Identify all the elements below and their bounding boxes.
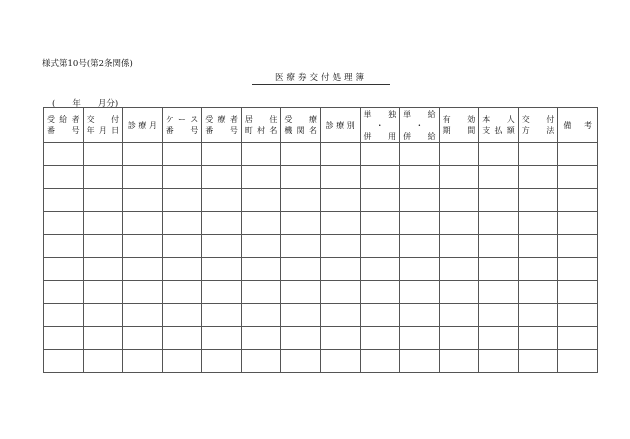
table-cell xyxy=(44,258,84,281)
table-cell xyxy=(400,350,440,373)
table-cell xyxy=(241,143,281,166)
table-row xyxy=(44,143,598,166)
table-row xyxy=(44,350,598,373)
table-cell xyxy=(44,304,84,327)
table-cell xyxy=(479,212,519,235)
table-cell xyxy=(162,281,202,304)
table-cell xyxy=(439,304,479,327)
table-cell xyxy=(281,281,321,304)
table-cell xyxy=(241,350,281,373)
table-cell xyxy=(241,235,281,258)
column-header-11 xyxy=(479,108,519,143)
table-cell xyxy=(320,189,360,212)
column-header-2 xyxy=(123,108,163,143)
table-cell xyxy=(518,235,558,258)
table-cell xyxy=(400,143,440,166)
table-cell xyxy=(202,350,242,373)
column-header-line: 受 療 xyxy=(284,115,317,124)
column-header-1 xyxy=(83,108,123,143)
table-cell xyxy=(281,258,321,281)
table-cell xyxy=(202,258,242,281)
column-header-line: 番 号 xyxy=(47,126,80,135)
column-header-line: 併 用 xyxy=(363,131,397,141)
table-cell xyxy=(44,235,84,258)
table-cell xyxy=(83,189,123,212)
table-cell xyxy=(241,189,281,212)
column-header-line: 備 考 xyxy=(563,120,592,130)
table-cell xyxy=(281,166,321,189)
table-cell xyxy=(518,166,558,189)
table-cell xyxy=(360,143,400,166)
table-cell xyxy=(281,327,321,350)
table-cell xyxy=(241,212,281,235)
table-cell xyxy=(320,281,360,304)
table-cell xyxy=(439,166,479,189)
table-cell xyxy=(400,258,440,281)
table-cell xyxy=(360,258,400,281)
column-header-line: 番 号 xyxy=(205,126,238,135)
table-cell xyxy=(320,143,360,166)
column-header-7 xyxy=(320,108,360,143)
table-row xyxy=(44,166,598,189)
column-header-line: 単 独 xyxy=(363,109,397,119)
table-cell xyxy=(439,189,479,212)
table-cell xyxy=(479,189,519,212)
table-cell xyxy=(558,189,598,212)
table-cell xyxy=(558,350,598,373)
column-header-line: 診 療 別 xyxy=(325,120,355,130)
column-header-line: 併 給 xyxy=(403,131,436,141)
column-header-9 xyxy=(400,108,440,143)
table-cell xyxy=(83,166,123,189)
table-cell xyxy=(439,235,479,258)
table-cell xyxy=(281,235,321,258)
ledger-table xyxy=(43,107,598,373)
table-cell xyxy=(202,327,242,350)
column-header-line: ・ xyxy=(375,120,384,130)
table-cell xyxy=(320,327,360,350)
column-header-6 xyxy=(281,108,321,143)
table-cell xyxy=(400,327,440,350)
table-row xyxy=(44,258,598,281)
table-cell xyxy=(558,143,598,166)
table-cell xyxy=(83,350,123,373)
table-cell xyxy=(83,304,123,327)
table-row xyxy=(44,235,598,258)
column-header-3 xyxy=(162,108,202,143)
table-cell xyxy=(518,350,558,373)
column-header-line: 町 村 名 xyxy=(244,126,278,135)
table-cell xyxy=(241,258,281,281)
table-cell xyxy=(400,304,440,327)
table-cell xyxy=(360,304,400,327)
table-cell xyxy=(202,189,242,212)
table-cell xyxy=(518,212,558,235)
table-cell xyxy=(162,258,202,281)
column-header-line: 機 関 名 xyxy=(284,126,317,135)
column-header-line: ケ ー ス xyxy=(165,115,199,124)
table-cell xyxy=(558,235,598,258)
table-cell xyxy=(558,258,598,281)
table-cell xyxy=(400,166,440,189)
table-cell xyxy=(558,304,598,327)
table-cell xyxy=(518,143,558,166)
table-cell xyxy=(281,304,321,327)
table-cell xyxy=(479,327,519,350)
table-cell xyxy=(400,235,440,258)
table-cell xyxy=(439,327,479,350)
table-cell xyxy=(123,304,163,327)
table-cell xyxy=(439,258,479,281)
table-cell xyxy=(400,281,440,304)
table-row xyxy=(44,212,598,235)
column-header-0 xyxy=(44,108,84,143)
column-header-line: 交 付 xyxy=(521,115,555,124)
column-header-line: 交 付 xyxy=(86,115,120,124)
table-cell xyxy=(320,235,360,258)
table-cell xyxy=(241,166,281,189)
table-cell xyxy=(162,143,202,166)
table-cell xyxy=(281,350,321,373)
table-cell xyxy=(518,304,558,327)
table-cell xyxy=(44,166,84,189)
form-number: 様式第10号(第2条関係) xyxy=(42,59,133,69)
table-cell xyxy=(320,212,360,235)
table-cell xyxy=(281,189,321,212)
table-cell xyxy=(479,143,519,166)
table-cell xyxy=(162,304,202,327)
table-body xyxy=(44,143,598,373)
table-cell xyxy=(202,143,242,166)
column-header-12 xyxy=(518,108,558,143)
table-row xyxy=(44,189,598,212)
table-cell xyxy=(281,143,321,166)
column-header-line: 年 月 日 xyxy=(86,126,120,135)
table-cell xyxy=(162,212,202,235)
table-cell xyxy=(202,212,242,235)
table-cell xyxy=(439,281,479,304)
table-cell xyxy=(162,189,202,212)
column-header-4 xyxy=(202,108,242,143)
table-cell xyxy=(281,212,321,235)
table-cell xyxy=(123,281,163,304)
column-header-line: 支 払 額 xyxy=(482,126,515,135)
table-cell xyxy=(44,212,84,235)
table-cell xyxy=(162,350,202,373)
table-cell xyxy=(558,327,598,350)
table-cell xyxy=(320,350,360,373)
table-cell xyxy=(479,304,519,327)
table-cell xyxy=(479,258,519,281)
column-header-line: ・ xyxy=(415,120,424,130)
column-header-line: 受 給 者 xyxy=(47,115,80,124)
table-cell xyxy=(44,327,84,350)
table-cell xyxy=(558,166,598,189)
table-cell xyxy=(44,143,84,166)
table-cell xyxy=(83,281,123,304)
table-cell xyxy=(83,143,123,166)
table-cell xyxy=(123,235,163,258)
table-cell xyxy=(360,189,400,212)
column-header-line: 本 人 xyxy=(482,115,515,124)
table-cell xyxy=(123,327,163,350)
table-cell xyxy=(360,350,400,373)
table-cell xyxy=(320,166,360,189)
table-cell xyxy=(518,281,558,304)
column-header-line: 方 法 xyxy=(521,126,555,135)
table-cell xyxy=(123,143,163,166)
table-cell xyxy=(44,350,84,373)
table-cell xyxy=(400,189,440,212)
table-cell xyxy=(558,212,598,235)
column-header-line: 有 効 xyxy=(442,115,476,124)
table-cell xyxy=(202,235,242,258)
table-cell xyxy=(83,327,123,350)
table-cell xyxy=(44,189,84,212)
period-label: ( 年 月分) xyxy=(52,99,119,109)
table-cell xyxy=(479,235,519,258)
column-header-line: 居 住 xyxy=(244,115,278,124)
table-cell xyxy=(83,258,123,281)
table-cell xyxy=(123,258,163,281)
column-header-line: 番 号 xyxy=(165,126,199,135)
table-cell xyxy=(400,212,440,235)
table-cell xyxy=(439,350,479,373)
table-cell xyxy=(439,212,479,235)
table-cell xyxy=(123,166,163,189)
table-cell xyxy=(202,304,242,327)
table-cell xyxy=(162,166,202,189)
table-cell xyxy=(320,304,360,327)
table-cell xyxy=(518,189,558,212)
table-cell xyxy=(202,281,242,304)
column-header-line: 単 給 xyxy=(403,109,436,119)
table-cell xyxy=(360,235,400,258)
table-cell xyxy=(202,166,242,189)
table-cell xyxy=(360,281,400,304)
table-cell xyxy=(162,327,202,350)
table-cell xyxy=(518,258,558,281)
table-cell xyxy=(479,350,519,373)
table-row xyxy=(44,327,598,350)
table-cell xyxy=(123,212,163,235)
table-cell xyxy=(241,281,281,304)
table-cell xyxy=(360,166,400,189)
table-cell xyxy=(360,327,400,350)
table-cell xyxy=(241,304,281,327)
column-header-13 xyxy=(558,108,598,143)
table-cell xyxy=(479,281,519,304)
table-cell xyxy=(241,327,281,350)
table-cell xyxy=(83,235,123,258)
column-header-10 xyxy=(439,108,479,143)
table-cell xyxy=(558,281,598,304)
table-cell xyxy=(83,212,123,235)
column-header-8 xyxy=(360,108,400,143)
table-cell xyxy=(162,235,202,258)
table-cell xyxy=(320,258,360,281)
column-header-line: 診 療 月 xyxy=(127,120,157,130)
table-cell xyxy=(123,350,163,373)
table-row xyxy=(44,304,598,327)
column-header-5 xyxy=(241,108,281,143)
table-cell xyxy=(360,212,400,235)
header-row xyxy=(44,108,598,143)
table-cell xyxy=(479,166,519,189)
table-cell xyxy=(44,281,84,304)
table-cell xyxy=(439,143,479,166)
column-header-line: 期 間 xyxy=(442,126,476,135)
table-cell xyxy=(123,189,163,212)
table-cell xyxy=(518,327,558,350)
document-title: 医療券交付処理簿 xyxy=(252,71,390,85)
table-row xyxy=(44,281,598,304)
column-header-line: 受 療 者 xyxy=(205,115,238,124)
